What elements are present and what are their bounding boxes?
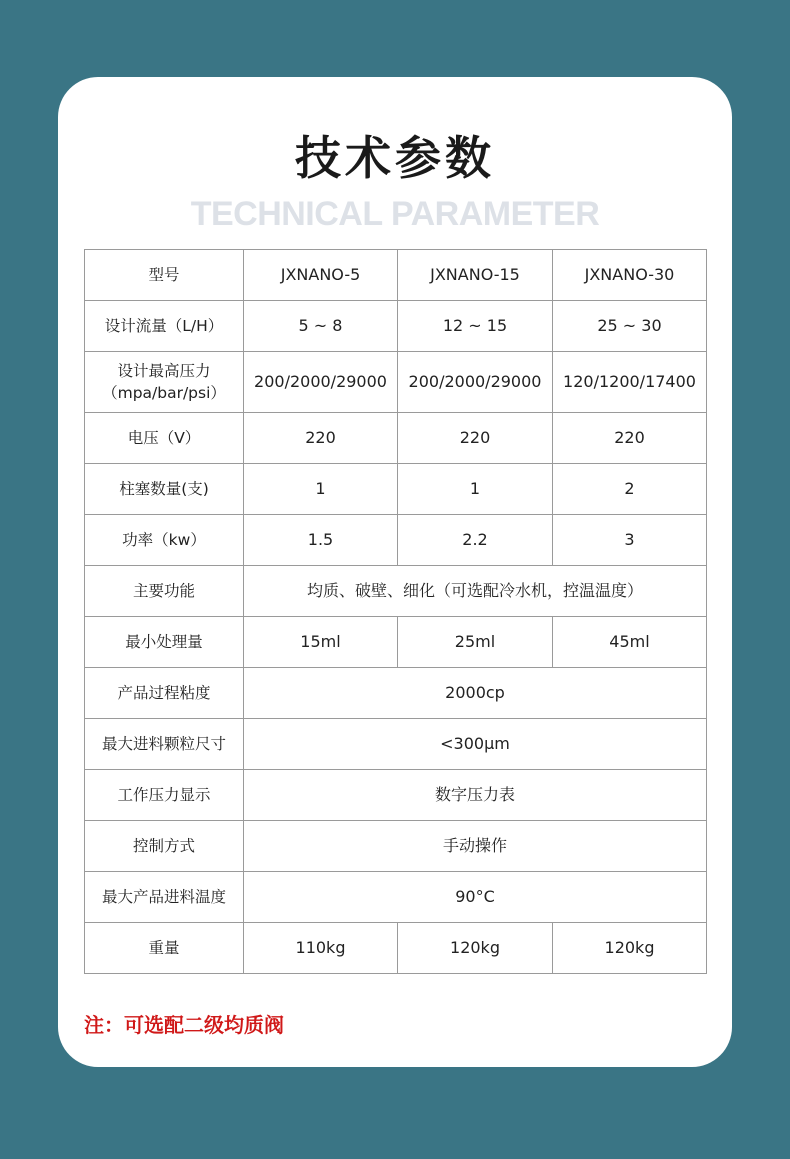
row-label-line2: （mpa/bar/psi） (102, 384, 226, 402)
table-row-voltage (85, 413, 707, 464)
value-cell: 5 ~ 8 (244, 301, 398, 352)
value-cell-merged: <300μm (244, 719, 707, 770)
value-cell: 1.5 (244, 515, 398, 566)
value-cell: 3 (553, 515, 707, 566)
value-cell-merged: 90°C (244, 872, 707, 923)
table-row-control (85, 821, 707, 872)
value-cell: 15ml (244, 617, 398, 668)
table-row-temperature (85, 872, 707, 923)
row-label: 工作压力显示 (85, 770, 244, 821)
row-label: 控制方式 (85, 821, 244, 872)
value-cell: 220 (553, 413, 707, 464)
value-cell: 200/2000/29000 (244, 352, 398, 413)
model-cell: JXNANO-30 (553, 250, 707, 301)
value-cell: 200/2000/29000 (398, 352, 553, 413)
row-label: 最小处理量 (85, 617, 244, 668)
row-label: 最大产品进料温度 (85, 872, 244, 923)
table-row-plunger (85, 464, 707, 515)
row-label: 重量 (85, 923, 244, 974)
value-cell-merged: 手动操作 (244, 821, 707, 872)
value-cell-merged: 均质、破壁、细化（可选配冷水机，控温温度） (244, 566, 707, 617)
table-row-min-volume (85, 617, 707, 668)
value-cell: 120kg (398, 923, 553, 974)
value-cell: 25 ~ 30 (553, 301, 707, 352)
value-cell: 25ml (398, 617, 553, 668)
value-cell: 220 (244, 413, 398, 464)
row-label: 设计流量（L/H） (85, 301, 244, 352)
value-cell-merged: 数字压力表 (244, 770, 707, 821)
page-subtitle: TECHNICAL PARAMETER (190, 195, 600, 233)
value-cell: 220 (398, 413, 553, 464)
table-row-power (85, 515, 707, 566)
table-row-flow (85, 301, 707, 352)
value-cell: 12 ~ 15 (398, 301, 553, 352)
value-cell-merged: 2000cp (244, 668, 707, 719)
table-row-model (85, 250, 707, 301)
row-label: 型号 (85, 250, 244, 301)
table-row-pressure-display (85, 770, 707, 821)
model-cell: JXNANO-15 (398, 250, 553, 301)
model-cell: JXNANO-5 (244, 250, 398, 301)
table-row-weight (85, 923, 707, 974)
table-row-function (85, 566, 707, 617)
footnote: 注：可选配二级均质阀 (84, 1013, 284, 1037)
row-label: 功率（kw） (85, 515, 244, 566)
row-label: 最大进料颗粒尺寸 (85, 719, 244, 770)
row-label: 电压（V） (85, 413, 244, 464)
value-cell: 110kg (244, 923, 398, 974)
table-row-pressure (85, 352, 707, 413)
row-label: 主要功能 (85, 566, 244, 617)
value-cell: 120/1200/17400 (553, 352, 707, 413)
spec-table (84, 249, 707, 974)
value-cell: 120kg (553, 923, 707, 974)
table-row-viscosity (85, 668, 707, 719)
value-cell: 1 (398, 464, 553, 515)
value-cell: 2.2 (398, 515, 553, 566)
value-cell: 2 (553, 464, 707, 515)
page-title: 技术参数 (295, 131, 495, 185)
row-label: 产品过程粘度 (85, 668, 244, 719)
value-cell: 1 (244, 464, 398, 515)
row-label (85, 352, 244, 413)
value-cell: 45ml (553, 617, 707, 668)
row-label: 柱塞数量(支) (85, 464, 244, 515)
row-label-line1: 设计最高压力 (117, 362, 211, 380)
table-row-particle (85, 719, 707, 770)
